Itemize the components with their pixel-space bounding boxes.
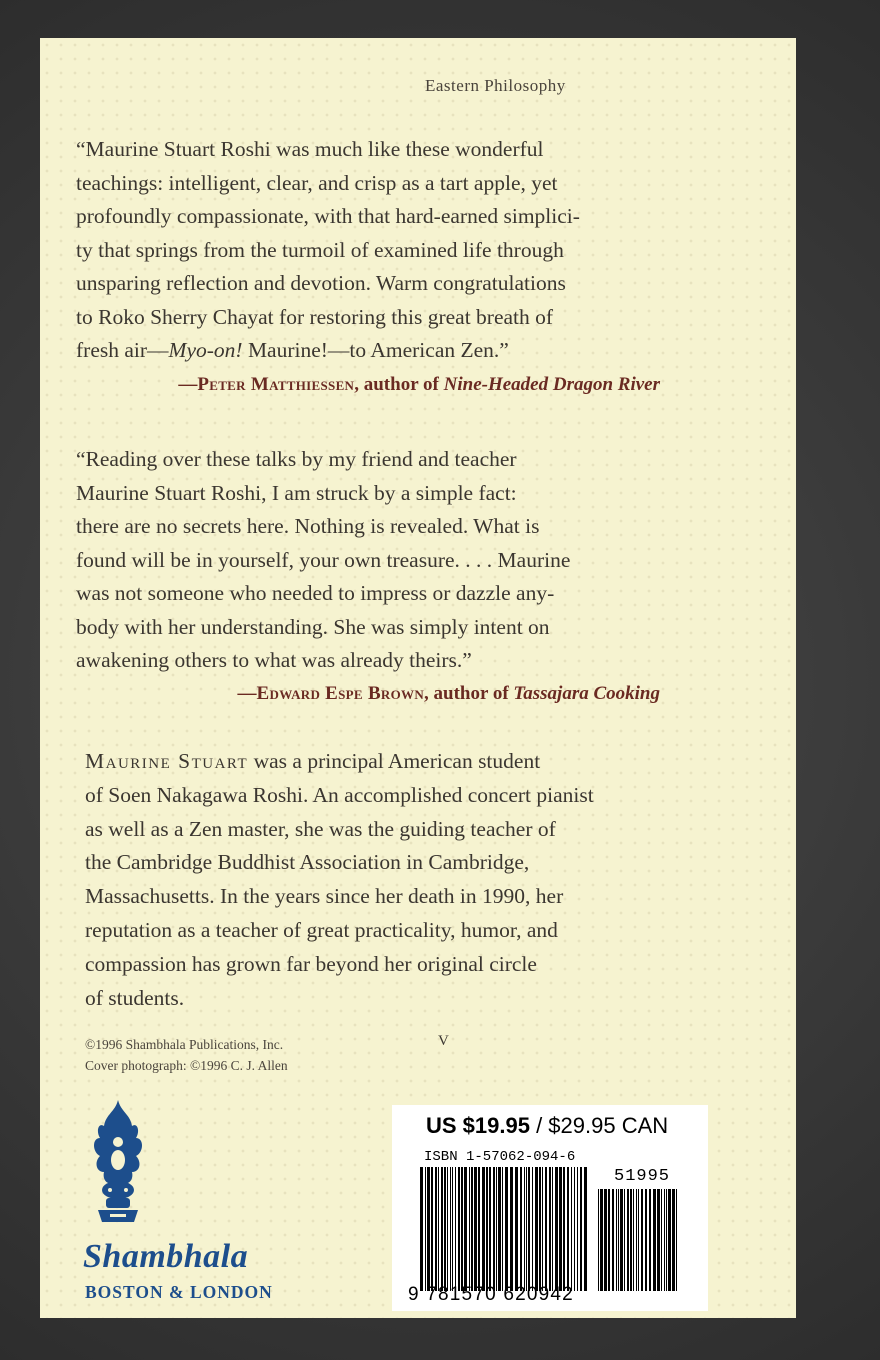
barcode-bar (653, 1189, 656, 1291)
bio-line (85, 745, 594, 779)
quote-text: Maurine!—to American Zen.” (242, 338, 509, 362)
quote-line: there are no secrets here. Nothing is revealed. What is (76, 514, 540, 538)
attribution-name: Edward Espe Brown (256, 683, 425, 704)
quote-line: unsparing reflection and devotion. Warm congratulations (76, 271, 566, 295)
addon-number: 51995 (614, 1167, 671, 1186)
quote-line: awakening others to what was already theirs.” (76, 648, 472, 672)
publisher-location: BOSTON & LONDON (85, 1282, 273, 1302)
barcode-bar (580, 1167, 582, 1291)
barcode-bar (435, 1167, 437, 1291)
barcode-bar (471, 1167, 473, 1291)
barcode-bar (496, 1167, 497, 1291)
barcode-label (392, 1105, 708, 1311)
flame-buddha-emblem-icon (88, 1098, 148, 1228)
barcode-bar (555, 1167, 558, 1291)
barcode-bar (657, 1189, 660, 1291)
barcode-bar (571, 1167, 572, 1291)
addon-barcode-icon (598, 1189, 680, 1291)
ean-barcode-icon (420, 1167, 588, 1291)
barcode-bar (664, 1189, 665, 1291)
barcode-bar (524, 1167, 525, 1291)
barcode-bar (482, 1167, 485, 1291)
barcode-bar (505, 1167, 508, 1291)
barcode-bar (668, 1189, 671, 1291)
barcode-bar (608, 1189, 610, 1291)
quote-line: teachings: intelligent, clear, and crisp as a tart apple, yet (76, 170, 558, 195)
barcode-bar (510, 1167, 513, 1291)
barcode-bar (441, 1167, 443, 1291)
barcode-bar (672, 1189, 675, 1291)
barcode-bar (474, 1167, 477, 1291)
copyright-notice (85, 1034, 288, 1076)
quote-line: ty that springs from the turmoil of examined life through (76, 237, 564, 262)
barcode-bar (464, 1167, 467, 1291)
barcode-bar (438, 1167, 439, 1291)
barcode-bar (427, 1167, 430, 1291)
barcode-bar (450, 1167, 451, 1291)
barcode-bar (616, 1189, 617, 1291)
quote-text: fresh air— (76, 338, 169, 362)
barcode-bar (661, 1189, 662, 1291)
bio-line: Massachusetts. In the years since her death in 1990, her (85, 884, 564, 909)
attribution-brown (238, 683, 660, 705)
barcode-bar (612, 1189, 614, 1291)
barcode-bar (493, 1167, 495, 1291)
barcode-bar (447, 1167, 448, 1291)
attribution-dash: — (178, 374, 198, 395)
barcode-bar (431, 1167, 433, 1291)
quote-line: was not someone who needed to impress or dazzle any- (76, 581, 555, 605)
quote-line: “Reading over these talks by my friend and teacher (76, 447, 517, 471)
bio-line: reputation as a teacher of great practicality, humor, and (85, 917, 558, 942)
barcode-bar (425, 1167, 426, 1291)
author-bio (85, 745, 594, 1015)
barcode-bar (502, 1167, 503, 1291)
bio-line: of students. (85, 985, 185, 1010)
bio-text: was a principal American student (248, 749, 541, 773)
attribution-dash: — (237, 683, 257, 704)
ean-number: 9 781570 620942 (408, 1284, 574, 1305)
barcode-bar (624, 1189, 625, 1291)
barcode-bar (633, 1189, 634, 1291)
barcode-bar (604, 1189, 607, 1291)
bio-line: of Soen Nakagawa Roshi. An accomplished concert pianist (85, 782, 594, 807)
quote-line: found will be in yourself, your own treasure. . . . Maurine (76, 547, 571, 572)
barcode-bar (420, 1167, 423, 1291)
barcode-bar (676, 1189, 677, 1291)
barcode-bar (641, 1189, 643, 1291)
publisher-logo: Shambhala (83, 1238, 249, 1275)
barcode-bar (552, 1167, 553, 1291)
barcode-bar (563, 1167, 565, 1291)
barcode-bar (600, 1189, 603, 1291)
barcode-bar (636, 1189, 637, 1291)
barcode-bar (559, 1167, 562, 1291)
barcode-bar (666, 1189, 667, 1291)
barcode-bar (535, 1167, 538, 1291)
book-back-cover (40, 38, 796, 1318)
attribution-book-title: Tassajara Cooking (513, 683, 660, 704)
barcode-bar (577, 1167, 578, 1291)
barcode-bar (469, 1167, 470, 1291)
barcode-bar (638, 1189, 639, 1291)
isbn-text: ISBN 1-57062-094-6 (424, 1149, 576, 1165)
price-us: US $19.95 (426, 1113, 530, 1138)
barcode-bar (539, 1167, 541, 1291)
barcode-bar (645, 1189, 647, 1291)
quote-line: Maurine Stuart Roshi, I am struck by a simple fact: (76, 480, 517, 505)
barcode-bar (528, 1167, 530, 1291)
barcode-bar (545, 1167, 547, 1291)
barcode-bar (444, 1167, 446, 1291)
category-label: Eastern Philosophy (425, 76, 566, 95)
attribution-name: Peter Matthiessen (197, 374, 355, 395)
quote-line: “Maurine Stuart Roshi was much like these wonderful (76, 137, 544, 161)
price-label (426, 1113, 668, 1139)
barcode-bar (498, 1167, 501, 1291)
barcode-bar (598, 1189, 599, 1291)
barcode-bar (455, 1167, 456, 1291)
barcode-bar (567, 1167, 569, 1291)
barcode-bar (452, 1167, 453, 1291)
barcode-bar (478, 1167, 480, 1291)
price-can: / $29.95 CAN (529, 1113, 669, 1138)
quote-italic-text: Myo-on! (168, 338, 243, 362)
copyright-line: Cover photograph: ©1996 C. J. Allen (85, 1058, 288, 1073)
barcode-bar (532, 1167, 533, 1291)
v-mark: V (438, 1033, 449, 1049)
attribution-mid: , author of (424, 683, 514, 704)
attribution-mid: , author of (354, 374, 444, 395)
quote-line: profoundly compassionate, with that hard-earned simplici- (76, 204, 580, 228)
barcode-bar (542, 1167, 543, 1291)
bio-author-name: Maurine Stuart (85, 749, 249, 773)
barcode-bar (515, 1167, 518, 1291)
quote-line (76, 334, 580, 368)
barcode-bar (630, 1189, 632, 1291)
attribution-matthiessen (178, 374, 660, 396)
quote-line: body with her understanding. She was simply intent on (76, 614, 550, 639)
bio-line: the Cambridge Buddhist Association in Cambridge, (85, 850, 530, 875)
quote-brown (76, 443, 570, 678)
barcode-bar (549, 1167, 551, 1291)
barcode-bar (520, 1167, 522, 1291)
bio-line: compassion has grown far beyond her original circle (85, 951, 537, 976)
barcode-bar (574, 1167, 575, 1291)
copyright-line: ©1996 Shambhala Publications, Inc. (85, 1037, 284, 1052)
barcode-bar (486, 1167, 488, 1291)
barcode-bar (627, 1189, 629, 1291)
quote-line: to Roko Sherry Chayat for restoring this great breath of (76, 304, 554, 329)
barcode-bar (526, 1167, 527, 1291)
attribution-book-title: Nine-Headed Dragon River (443, 374, 660, 395)
barcode-bar (584, 1167, 587, 1291)
quote-matthiessen (76, 133, 580, 368)
barcode-bar (649, 1189, 651, 1291)
bio-line: as well as a Zen master, she was the guiding teacher of (85, 816, 556, 841)
barcode-bar (458, 1167, 460, 1291)
barcode-bar (618, 1189, 619, 1291)
barcode-bar (489, 1167, 491, 1291)
barcode-bar (461, 1167, 463, 1291)
barcode-bar (620, 1189, 623, 1291)
